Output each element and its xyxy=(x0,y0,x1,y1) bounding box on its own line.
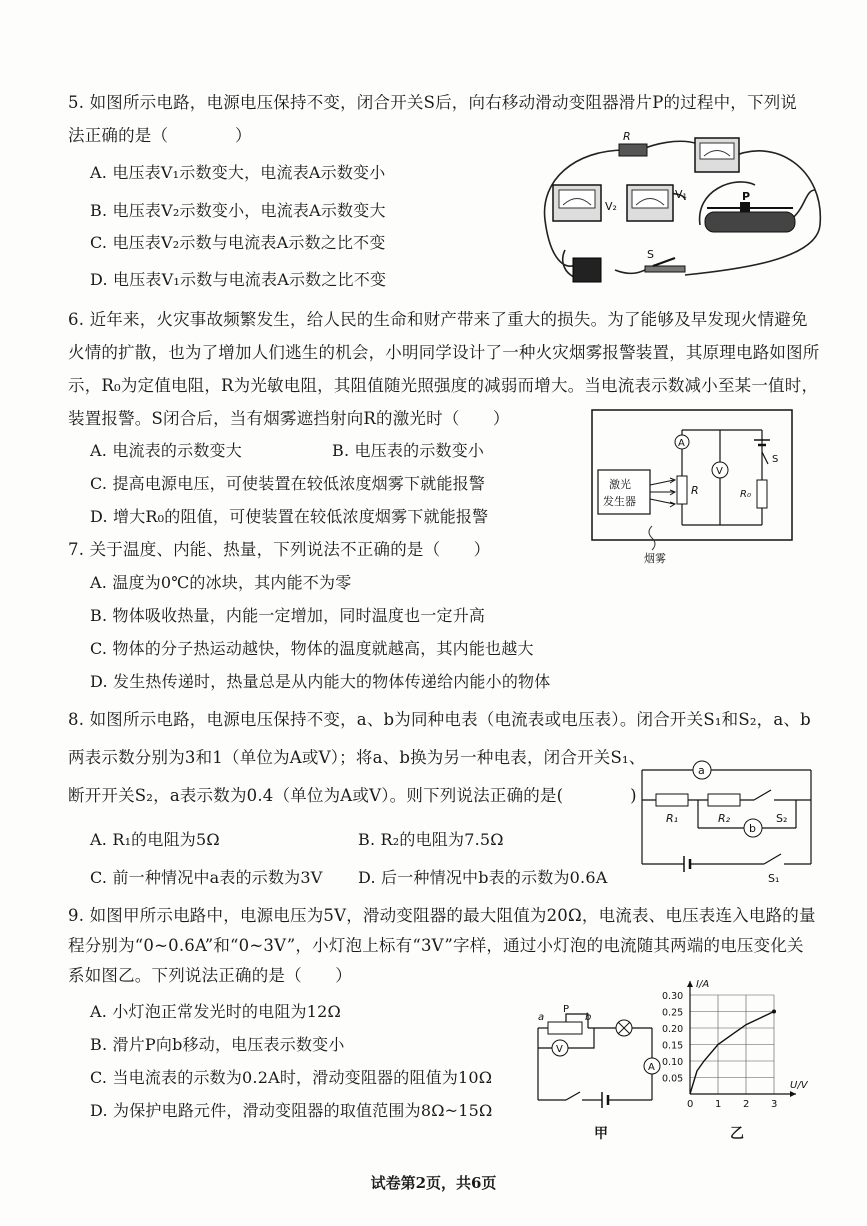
q7-option-a: A. 温度为0℃的冰块，其内能不为零 xyxy=(90,573,352,592)
q7-option-b: B. 物体吸收热量，内能一定增加，同时温度也一定升高 xyxy=(90,606,486,625)
q5-label-v1: V₁ xyxy=(675,188,687,201)
y-tick-label: 0.15 xyxy=(662,1040,684,1052)
switch-s-icon xyxy=(762,452,768,464)
q9-stem-line3: 系如图乙。下列说法正确的是（ ） xyxy=(68,966,352,985)
q8-stem-line3: 断开开关S₂，a表示数为0.4（单位为A或V）。则下列说法正确的是( ) xyxy=(68,786,637,805)
q6-option-c: C. 提高电源电压，可使装置在较低浓度烟雾下就能报警 xyxy=(90,474,486,493)
q9-option-c: C. 当电流表的示数为0.2A时，滑动变阻器的阻值为10Ω xyxy=(90,1068,493,1087)
q9-circuit-jia-figure xyxy=(528,1004,668,1118)
q8-label-s2: S₂ xyxy=(776,812,788,825)
smoke-icon xyxy=(649,526,655,550)
voltmeter-v2-icon xyxy=(553,185,601,221)
resistor-r0-icon xyxy=(757,480,767,508)
q6-option-a: A. 电流表的示数变大 xyxy=(90,441,242,460)
q9-stem-line1: 9. 如图甲所示电路中，电源电压为5V，滑动变阻器的最大阻值为20Ω，电流表、电压表连入电路的量 xyxy=(68,906,816,925)
q8-stem-line1: 8. 如图所示电路，电源电压保持不变，a、b为同种电表（电流表或电压表）。闭合开关S₁和S₂，a、b xyxy=(68,710,811,729)
ammeter-a-icon xyxy=(695,138,739,172)
q9-label-p: P xyxy=(563,1004,570,1015)
q6-label-r: R xyxy=(691,484,699,497)
switch-s1-icon xyxy=(764,854,781,864)
q9-caption-yi: 乙 xyxy=(730,1126,744,1142)
q5-stem-line2: 法正确的是（ ） xyxy=(68,126,252,145)
q5-option-c: C. 电压表V₂示数与电流表A示数之比不变 xyxy=(90,233,386,252)
q5-stem-line1: 5. 如图所示电路，电源电压保持不变，闭合开关S后，向右移动滑动变阻器滑片P的过程中，下列说 xyxy=(68,93,798,112)
iu-curve-line xyxy=(690,1012,774,1095)
page-footer: 试卷第2页，共6页 xyxy=(370,1174,497,1192)
y-tick-label: 0.05 xyxy=(662,1073,684,1085)
q8-label-s1: S₁ xyxy=(768,872,780,885)
x-axis-arrow xyxy=(790,1091,796,1097)
battery-icon xyxy=(573,258,601,282)
q6-label-a: A xyxy=(678,438,685,449)
x-tick-label: 0 xyxy=(687,1099,694,1110)
iu-curve-point xyxy=(772,1010,776,1014)
q8-option-b: B. R₂的电阻为7.5Ω xyxy=(358,830,504,849)
q6-option-d: D. 增大R₀的阻值，可使装置在较低浓度烟雾下就能报警 xyxy=(90,507,489,526)
q8-option-d: D. 后一种情况中b表的示数为0.6A xyxy=(358,868,608,887)
voltmeter-v1-icon xyxy=(627,185,673,221)
q9-label-b: b xyxy=(585,1012,592,1023)
q6-circuit-figure xyxy=(592,410,802,575)
q5-label-v2: V₂ xyxy=(605,200,617,213)
rheostat-icon xyxy=(548,1022,582,1034)
q8-option-c: C. 前一种情况中a表的示数为3V xyxy=(90,868,323,887)
q5-circuit-figure xyxy=(535,130,835,292)
q8-stem-line2: 两表示数分别为3和1（单位为A或V）；将a、b换为另一种电表，闭合开关S₁、 xyxy=(68,748,646,767)
y-tick-label: 0.30 xyxy=(662,991,684,1002)
resistor-r-icon xyxy=(619,144,647,156)
x-tick-label: 1 xyxy=(715,1099,722,1110)
q5-label-p: P xyxy=(742,190,751,203)
rheostat-icon xyxy=(705,202,795,232)
q6-stem-line2: 火情的扩散，也为了增加人们逃生的机会，小明同学设计了一种火灾烟雾报警装置，其原理电路如图所 xyxy=(68,343,820,362)
q8-label-r1: R₁ xyxy=(666,812,679,825)
q6-label-laser2: 发生器 xyxy=(603,495,636,508)
q8-circuit-figure xyxy=(636,742,821,884)
q8-label-r2: R₂ xyxy=(718,812,731,825)
q9-stem-line2: 程分别为“0~0.6A”和“0~3V”，小灯泡上标有“3V”字样，通过小灯泡的电流随其两端的电压变化关 xyxy=(68,936,804,955)
q6-label-smoke: 烟雾 xyxy=(644,552,666,565)
q5-option-d: D. 电压表V₁示数与电流表A示数之比不变 xyxy=(90,270,387,289)
q9-option-a: A. 小灯泡正常发光时的电阻为12Ω xyxy=(90,1002,341,1021)
q7-option-d: D. 发生热传递时，热量总是从内能大的物体传递给内能小的物体 xyxy=(90,672,551,691)
resistor-r2-icon xyxy=(708,794,740,806)
q6-stem-line1: 6. 近年来，火灾事故频繁发生，给人民的生命和财产带来了重大的损失。为了能够及早发现火情避免 xyxy=(68,310,808,329)
q5-option-a: A. 电压表V₁示数变大，电流表A示数变小 xyxy=(90,163,386,182)
q9-option-d: D. 为保护电路元件，滑动变阻器的取值范围为8Ω~15Ω xyxy=(90,1101,493,1120)
x-tick-label: 2 xyxy=(743,1099,750,1110)
q8-label-a: a xyxy=(698,764,705,777)
resistor-r1-icon xyxy=(656,794,688,806)
q7-stem: 7. 关于温度、内能、热量，下列说法不正确的是（ ） xyxy=(68,540,491,559)
q6-label-laser1: 激光 xyxy=(609,478,631,491)
y-tick-label: 0.25 xyxy=(662,1007,684,1019)
q6-stem-line4: 装置报警。S闭合后，当有烟雾遮挡射向R的激光时（ ） xyxy=(68,409,510,428)
y-axis-label: I/A xyxy=(696,979,710,990)
q6-stem-line3: 示，R₀为定值电阻，R为光敏电阻，其阻值随光照强度的减弱而增大。当电流表示数减小至某一值时， xyxy=(68,376,819,395)
q9-label-amm: A xyxy=(648,1062,655,1073)
q6-label-r0: R₀ xyxy=(740,489,751,500)
q9-option-b: B. 滑片P向b移动，电压表示数变小 xyxy=(90,1035,345,1054)
q9-label-a: a xyxy=(538,1012,545,1023)
photoresistor-r-icon xyxy=(677,476,687,504)
q5-option-b: B. 电压表V₂示数变小，电流表A示数变大 xyxy=(90,201,386,220)
x-tick-label: 3 xyxy=(771,1099,778,1110)
q6-label-s: S xyxy=(772,454,779,465)
y-tick-label: 0.20 xyxy=(662,1024,684,1035)
q9-caption-jia: 甲 xyxy=(594,1126,608,1142)
q6-label-v: V xyxy=(716,466,723,477)
switch-icon xyxy=(566,1092,580,1100)
x-axis-label: U/V xyxy=(790,1080,808,1091)
q6-option-b: B. 电压表的示数变小 xyxy=(332,441,485,460)
q8-option-a: A. R₁的电阻为5Ω xyxy=(90,830,220,849)
y-axis-arrow xyxy=(687,981,693,987)
q5-label-r: R xyxy=(623,130,631,143)
switch-s2-icon xyxy=(754,790,771,800)
q8-label-b: b xyxy=(749,822,756,835)
q9-graph-yi-figure xyxy=(660,962,830,1112)
q7-option-c: C. 物体的分子热运动越快，物体的温度就越高，其内能也越大 xyxy=(90,639,534,658)
y-tick-label: 0.10 xyxy=(662,1057,684,1068)
q9-label-v: V xyxy=(556,1044,563,1055)
q5-label-s: S xyxy=(647,248,654,261)
